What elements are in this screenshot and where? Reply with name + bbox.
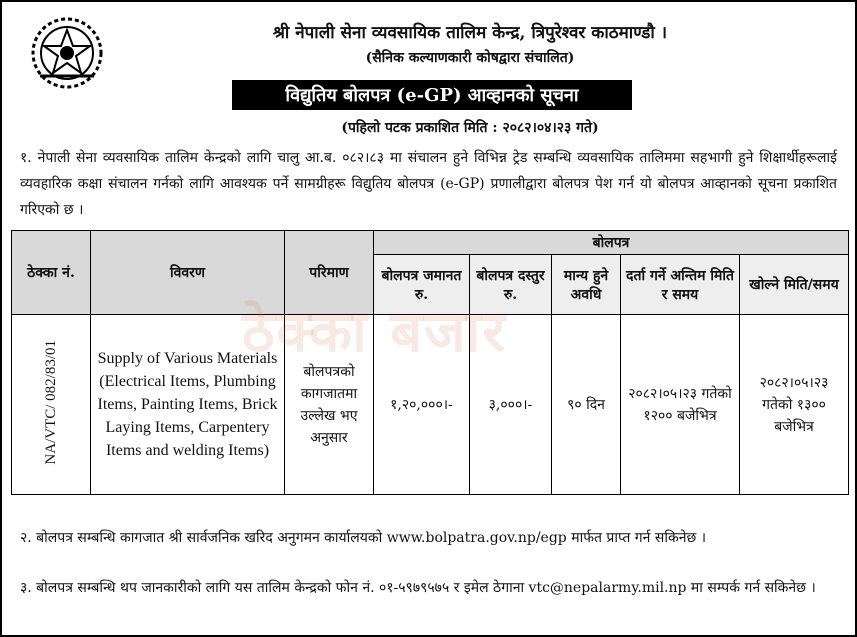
col-validity: मान्य हुने अवधि <box>552 255 621 315</box>
cell-quantity: बोलपत्रको कागजातमा उल्लेख भए अनुसार <box>285 315 374 495</box>
paragraph-3: ३. बोलपत्र सम्बन्धि थप जानकारीको लागि यस तालिम केन्द्रको फोन नं. ०१-५९७९५७५ र इमेल ठेगाना vtc@nepalarmy.mil.np मा सम्पर्क गर्न सकिनेछ । <box>20 580 816 596</box>
table-header-row <box>12 231 849 255</box>
col-bid-fee: बोलपत्र दस्तुर रु. <box>469 255 551 315</box>
cell-bid-fee: ३,०००।- <box>469 315 551 495</box>
paragraph-1: १. नेपाली सेना व्यवसायिक तालिम केन्द्रको लागि चालु आ.ब. ०८२।८३ मा संचालन हुने विभिन्न ट्रेड सम्बन्धि व्यवसायिक तालिममा सहभागी हुने शिक्षार्थीहरूलाई व्यवहारिक कक्षा संचालन गर्नको लागि आवश्यक पर्ने सामग्रीहरू विद्युतिय बोलपत्र (e-GP) प्रणालीद्वारा बोलपत्र पेश गर्न यो बोलपत्र आव्हानको सूचना प्रकाशित गरिएको छ । <box>20 150 837 218</box>
paragraph-2: २. बोलपत्र सम्बन्धि कागजात श्री सार्वजनिक खरिद अनुगमन कार्यालयको www.bolpatra.gov.np/egp मार्फत प्राप्त गर्न सकिनेछ । <box>20 530 707 546</box>
cell-contract-no <box>12 315 91 495</box>
cell-bid-security: १,२०,०००।- <box>374 315 470 495</box>
col-bid-group: बोलपत्र <box>374 231 849 255</box>
cell-last-submission: २०८२।०५।२३ गतेको १२०० बजेभित्र <box>621 315 740 495</box>
bid-table <box>11 230 849 495</box>
org-name: श्री नेपाली सेना व्यवसायिक तालिम केन्द्र, त्रिपुरेश्वर काठमाण्डौ । <box>272 23 668 43</box>
col-opening: खोल्ने मिति/समय <box>740 255 849 315</box>
col-description: विवरण <box>91 231 285 315</box>
nepal-army-emblem-icon <box>30 16 104 90</box>
table-row <box>12 315 849 495</box>
col-quantity: परिमाण <box>285 231 374 315</box>
col-last-submission: दर्ता गर्ने अन्तिम मिति र समय <box>621 255 740 315</box>
cell-description: Supply of Various Materials (Electrical Items, Plumbing Items, Painting Items, Brick Laying Items, Carpentery Items and welding Items) <box>91 315 285 495</box>
col-bid-security: बोलपत्र जमानत रु. <box>374 255 470 315</box>
watermark: ठेक्का बजार <box>242 299 508 365</box>
notice-title-banner: विद्युतिय बोलपत्र (e-GP) आव्हानको सूचना <box>232 80 632 110</box>
org-subtitle: (सैनिक कल्याणकारी कोषद्वारा संचालित) <box>365 50 575 66</box>
publish-date: (पहिलो पटक प्रकाशित मिति : २०८२।०४।२३ गते) <box>341 120 599 136</box>
col-contract-no: ठेक्का नं. <box>12 231 91 315</box>
cell-opening: २०८२।०५।२३ गतेको १३०० बजेभित्र <box>740 315 849 495</box>
cell-validity: ९० दिन <box>552 315 621 495</box>
contract-no-text: NA/VTC/ 082/83/01 <box>43 340 59 465</box>
